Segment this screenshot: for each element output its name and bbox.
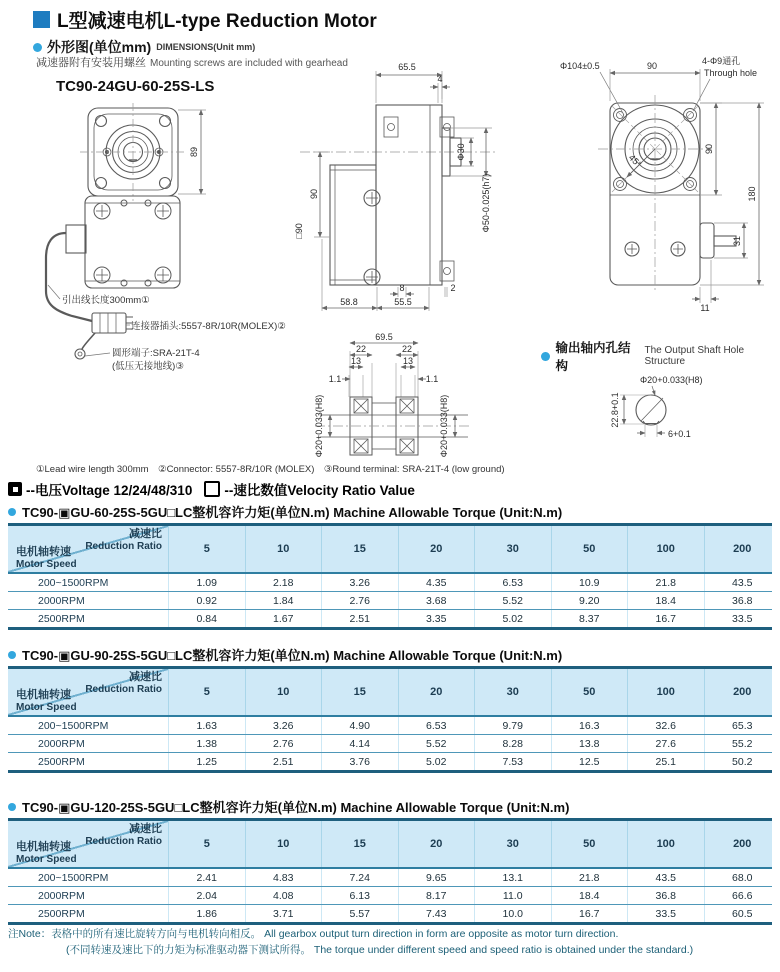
cell: 18.4 bbox=[627, 592, 704, 609]
cell: 12.5 bbox=[551, 753, 628, 770]
cell: 8.37 bbox=[551, 610, 628, 627]
dimensions-label-en: DIMENSIONS(Unit mm) bbox=[156, 42, 256, 52]
output-hole-heading bbox=[541, 338, 780, 374]
cell: 9.20 bbox=[551, 592, 628, 609]
bullet-icon bbox=[541, 352, 550, 361]
corner-top-en: Reduction Ratio bbox=[85, 540, 162, 552]
dim-55-5: 55.5 bbox=[394, 297, 412, 307]
voltage-symbol-icon bbox=[8, 482, 22, 496]
table-row bbox=[8, 869, 772, 886]
column-header: 20 bbox=[398, 821, 475, 867]
model-number: TC90-24GU-60-25S-LS bbox=[56, 78, 215, 95]
bullet-icon bbox=[8, 651, 16, 659]
cell: 10.0 bbox=[474, 905, 551, 922]
cell: 7.53 bbox=[474, 753, 551, 770]
cell: 8.28 bbox=[474, 735, 551, 752]
table-row bbox=[8, 904, 772, 922]
cell: 4.08 bbox=[245, 887, 322, 904]
cell: 7.24 bbox=[321, 869, 398, 886]
side-view-drawing bbox=[294, 62, 498, 311]
cell: 1.84 bbox=[245, 592, 322, 609]
cell: 21.8 bbox=[627, 574, 704, 591]
column-header: 30 bbox=[474, 669, 551, 715]
dim-90-side: 90 bbox=[309, 188, 319, 200]
table-1-title: TC90-▣GU-60-25S-5GU□LC整机容许力矩(单位N.m) Machine Allowable Torque (Unit:N.m) bbox=[22, 505, 563, 520]
cell: 18.4 bbox=[551, 887, 628, 904]
bullet-icon bbox=[8, 803, 16, 811]
dim-89: 89 bbox=[189, 146, 199, 158]
table-row bbox=[8, 886, 772, 904]
cell: 13.1 bbox=[474, 869, 551, 886]
cell: 0.84 bbox=[168, 610, 245, 627]
cell: 2.76 bbox=[245, 735, 322, 752]
row-label: 2000RPM bbox=[38, 889, 85, 902]
cell: 3.26 bbox=[321, 574, 398, 591]
cell: 3.26 bbox=[245, 717, 322, 734]
dim-13-right: 13 bbox=[402, 356, 414, 366]
cell: 2.51 bbox=[321, 610, 398, 627]
row-label: 2500RPM bbox=[38, 755, 85, 768]
table-header bbox=[8, 669, 772, 717]
table-corner-cell bbox=[8, 669, 168, 715]
column-header: 15 bbox=[321, 821, 398, 867]
through-hole-label-en: Through hole bbox=[704, 68, 758, 78]
dim-1-1-left: 1.1 bbox=[328, 374, 342, 384]
dim-phi104: Φ104±0.5 bbox=[560, 61, 600, 71]
cell: 1.38 bbox=[168, 735, 245, 752]
cell: 55.2 bbox=[704, 735, 780, 752]
cell: 43.5 bbox=[704, 574, 780, 591]
symbol-legend bbox=[8, 479, 423, 499]
cell: 36.8 bbox=[627, 887, 704, 904]
cell: 16.7 bbox=[551, 905, 628, 922]
column-header: 20 bbox=[398, 669, 475, 715]
cell: 27.6 bbox=[627, 735, 704, 752]
row-label: 200~1500RPM bbox=[38, 719, 109, 732]
cell: 4.90 bbox=[321, 717, 398, 734]
cell: 11.0 bbox=[474, 887, 551, 904]
mounting-screws-en: Mounting screws are included with gearhead bbox=[150, 58, 348, 69]
terminal-label-2: (低压无接地线)③ bbox=[112, 361, 184, 372]
dim-1-1-right: 1.1 bbox=[425, 374, 439, 384]
cell: 16.7 bbox=[627, 610, 704, 627]
table-row bbox=[8, 717, 772, 734]
dim-8: 8 bbox=[399, 283, 405, 293]
column-header: 15 bbox=[321, 669, 398, 715]
cell: 65.3 bbox=[704, 717, 780, 734]
table-header bbox=[8, 821, 772, 869]
voltage-legend-text: --电压Voltage 12/24/48/310 bbox=[26, 483, 193, 498]
ratio-legend-text: --速比数值Velocity Ratio Value bbox=[224, 483, 415, 498]
corner-top-en: Reduction Ratio bbox=[85, 835, 162, 847]
cell: 4.83 bbox=[245, 869, 322, 886]
cell: 25.1 bbox=[627, 753, 704, 770]
cell: 5.52 bbox=[398, 735, 475, 752]
cell: 9.65 bbox=[398, 869, 475, 886]
table-2-title: TC90-▣GU-90-25S-5GU□LC整机容许力矩(单位N.m) Machine Allowable Torque (Unit:N.m) bbox=[22, 648, 563, 663]
corner-top-zh: 减速比 bbox=[129, 671, 162, 683]
column-header: 200 bbox=[704, 669, 780, 715]
column-header: 50 bbox=[551, 669, 628, 715]
dim-90-top: 90 bbox=[646, 61, 658, 71]
bullet-icon bbox=[33, 43, 42, 52]
dim-22-8: 22.8+0.1 bbox=[610, 392, 620, 428]
cell: 8.17 bbox=[398, 887, 475, 904]
cell: 2.76 bbox=[321, 592, 398, 609]
table-note bbox=[8, 927, 693, 959]
cell: 13.8 bbox=[551, 735, 628, 752]
column-header: 15 bbox=[321, 526, 398, 572]
through-hole-label-zh: 4-Φ9通孔 bbox=[702, 56, 741, 66]
cell: 3.76 bbox=[321, 753, 398, 770]
column-header: 100 bbox=[627, 526, 704, 572]
table-row bbox=[8, 752, 772, 770]
cell: 50.2 bbox=[704, 753, 780, 770]
dim-180: 180 bbox=[747, 186, 757, 202]
terminal-label-1: 圆形端子:SRA-21T-4 bbox=[112, 348, 200, 359]
corner-bottom-zh: 电机轴转速 bbox=[16, 545, 71, 558]
dimension-drawings bbox=[0, 53, 780, 463]
cell: 10.9 bbox=[551, 574, 628, 591]
row-label: 2000RPM bbox=[38, 594, 85, 607]
cell: 6.53 bbox=[474, 574, 551, 591]
dim-phi30: Φ30 bbox=[456, 143, 466, 161]
column-header: 200 bbox=[704, 526, 780, 572]
dim-11: 11 bbox=[700, 303, 710, 313]
cell: 0.92 bbox=[168, 592, 245, 609]
row-label: 2000RPM bbox=[38, 737, 85, 750]
dim-square-90: □90 bbox=[294, 223, 304, 239]
dim-phi50: Φ50-0.025(h7) bbox=[481, 173, 491, 233]
table-row bbox=[8, 574, 772, 591]
dim-90-rear: 90 bbox=[704, 143, 714, 155]
cell: 36.8 bbox=[704, 592, 780, 609]
drawing-footnote: ①Lead wire length 300mm ②Connector: 5557-8R/10R (MOLEX) ③Round terminal: SRA-21T-4 (low ground) bbox=[36, 464, 505, 475]
cell: 2.41 bbox=[168, 869, 245, 886]
cell: 3.35 bbox=[398, 610, 475, 627]
table-2-title-row bbox=[8, 645, 562, 664]
column-header: 100 bbox=[627, 669, 704, 715]
cell: 2.04 bbox=[168, 887, 245, 904]
cell: 33.5 bbox=[704, 610, 780, 627]
table-header bbox=[8, 526, 772, 574]
cell: 21.8 bbox=[551, 869, 628, 886]
torque-table-90 bbox=[8, 666, 772, 773]
dim-6: 6+0.1 bbox=[668, 429, 691, 439]
dim-13-left: 13 bbox=[350, 356, 362, 366]
cell: 1.67 bbox=[245, 610, 322, 627]
column-header: 50 bbox=[551, 526, 628, 572]
cell: 2.18 bbox=[245, 574, 322, 591]
cell: 4.14 bbox=[321, 735, 398, 752]
column-header: 50 bbox=[551, 821, 628, 867]
cell: 1.86 bbox=[168, 905, 245, 922]
note-line1-zh: 表格中的所有速比旋转方向与电机转向相反。 bbox=[51, 928, 262, 940]
column-header: 10 bbox=[245, 669, 322, 715]
torque-table-120 bbox=[8, 818, 772, 925]
corner-top-zh: 减速比 bbox=[129, 823, 162, 835]
cell: 3.71 bbox=[245, 905, 322, 922]
cell: 33.5 bbox=[627, 905, 704, 922]
column-header: 10 bbox=[245, 526, 322, 572]
page-header bbox=[33, 6, 377, 33]
dim-65-5: 65.5 bbox=[398, 62, 416, 72]
cell: 1.25 bbox=[168, 753, 245, 770]
cell: 3.68 bbox=[398, 592, 475, 609]
front-view-drawing bbox=[46, 103, 286, 372]
cell: 7.43 bbox=[398, 905, 475, 922]
dim-phi20-hole: Φ20+0.033(H8) bbox=[640, 375, 703, 385]
row-label: 2500RPM bbox=[38, 907, 85, 920]
dim-58-8: 58.8 bbox=[340, 297, 358, 307]
cell: 2.51 bbox=[245, 753, 322, 770]
cell: 1.09 bbox=[168, 574, 245, 591]
column-header: 200 bbox=[704, 821, 780, 867]
column-header: 20 bbox=[398, 526, 475, 572]
note-line2-en: The torque under different speed and speed ratio is obtained under the standard.) bbox=[313, 943, 694, 956]
corner-bottom-en: Motor Speed bbox=[16, 853, 77, 865]
cell: 43.5 bbox=[627, 869, 704, 886]
note-label: 注Note： bbox=[8, 928, 52, 940]
cell: 5.02 bbox=[398, 753, 475, 770]
row-label: 2500RPM bbox=[38, 612, 85, 625]
cell: 5.02 bbox=[474, 610, 551, 627]
connector-label: 连接器插头:5557-8R/10R(MOLEX)② bbox=[131, 321, 286, 332]
dim-45-deg: 45° bbox=[626, 152, 644, 170]
column-header: 30 bbox=[474, 526, 551, 572]
cell: 16.3 bbox=[551, 717, 628, 734]
cell: 6.53 bbox=[398, 717, 475, 734]
column-header: 30 bbox=[474, 821, 551, 867]
column-header: 100 bbox=[627, 821, 704, 867]
table-row bbox=[8, 609, 772, 627]
dim-phi20-right: Φ20+0.033(H8) bbox=[439, 394, 449, 458]
cell: 32.6 bbox=[627, 717, 704, 734]
dim-4: 4 bbox=[437, 74, 443, 84]
table-3-title: TC90-▣GU-120-25S-5GU□LC整机容许力矩(单位N.m) Machine Allowable Torque (Unit:N.m) bbox=[22, 800, 570, 815]
lead-wire-label: 引出线长度300mm① bbox=[62, 295, 150, 306]
ratio-symbol-icon bbox=[204, 481, 220, 497]
corner-bottom-en: Motor Speed bbox=[16, 701, 77, 713]
table-row bbox=[8, 734, 772, 752]
bullet-icon bbox=[8, 508, 16, 516]
corner-top-en: Reduction Ratio bbox=[85, 683, 162, 695]
table-corner-cell bbox=[8, 821, 168, 867]
table-corner-cell bbox=[8, 526, 168, 572]
corner-top-zh: 减速比 bbox=[129, 528, 162, 540]
dimensions-label-zh: 外形图(单位mm) bbox=[47, 39, 152, 55]
page-title: L型减速电机L-type Reduction Motor bbox=[57, 11, 377, 32]
dim-22-right: 22 bbox=[401, 344, 413, 354]
cell: 68.0 bbox=[704, 869, 780, 886]
table-row bbox=[8, 591, 772, 609]
note-line1-en: All gearbox output turn direction in form are opposite as motor turn direction. bbox=[264, 928, 619, 940]
cell: 4.35 bbox=[398, 574, 475, 591]
table-3-title-row bbox=[8, 797, 569, 816]
corner-bottom-zh: 电机轴转速 bbox=[16, 840, 71, 853]
cell: 5.57 bbox=[321, 905, 398, 922]
cell: 66.6 bbox=[704, 887, 780, 904]
output-hole-title-en: The Output Shaft Hole Structure bbox=[644, 345, 745, 367]
rear-view-drawing bbox=[560, 55, 764, 313]
dim-69-5: 69.5 bbox=[375, 332, 393, 342]
corner-bottom-en: Motor Speed bbox=[16, 558, 77, 570]
table-1-title-row bbox=[8, 502, 562, 521]
shaft-detail-drawing bbox=[314, 332, 472, 457]
column-header: 5 bbox=[168, 669, 245, 715]
cell: 1.63 bbox=[168, 717, 245, 734]
row-label: 200~1500RPM bbox=[38, 576, 109, 589]
torque-table-60 bbox=[8, 523, 772, 630]
dim-22-left: 22 bbox=[355, 344, 367, 354]
cell: 60.5 bbox=[704, 905, 780, 922]
output-hole-drawing bbox=[610, 375, 702, 439]
corner-bottom-zh: 电机轴转速 bbox=[16, 688, 71, 701]
cell: 9.79 bbox=[474, 717, 551, 734]
row-label: 200~1500RPM bbox=[38, 871, 109, 884]
dim-2: 2 bbox=[450, 283, 456, 293]
cell: 5.52 bbox=[474, 592, 551, 609]
output-hole-title-zh: 输出轴内孔结构 bbox=[555, 341, 631, 373]
mounting-screws-zh: 减速器附有安装用螺丝 bbox=[36, 57, 146, 69]
cell: 6.13 bbox=[321, 887, 398, 904]
dim-31: 31 bbox=[732, 235, 742, 247]
note-line2-zh: (不同转速及速比下的力矩为标准驱动器下测试所得。 bbox=[66, 943, 311, 956]
column-header: 10 bbox=[245, 821, 322, 867]
dim-phi20-left: Φ20+0.033(H8) bbox=[314, 394, 324, 458]
column-header: 5 bbox=[168, 526, 245, 572]
title-square-icon bbox=[33, 11, 50, 28]
column-header: 5 bbox=[168, 821, 245, 867]
